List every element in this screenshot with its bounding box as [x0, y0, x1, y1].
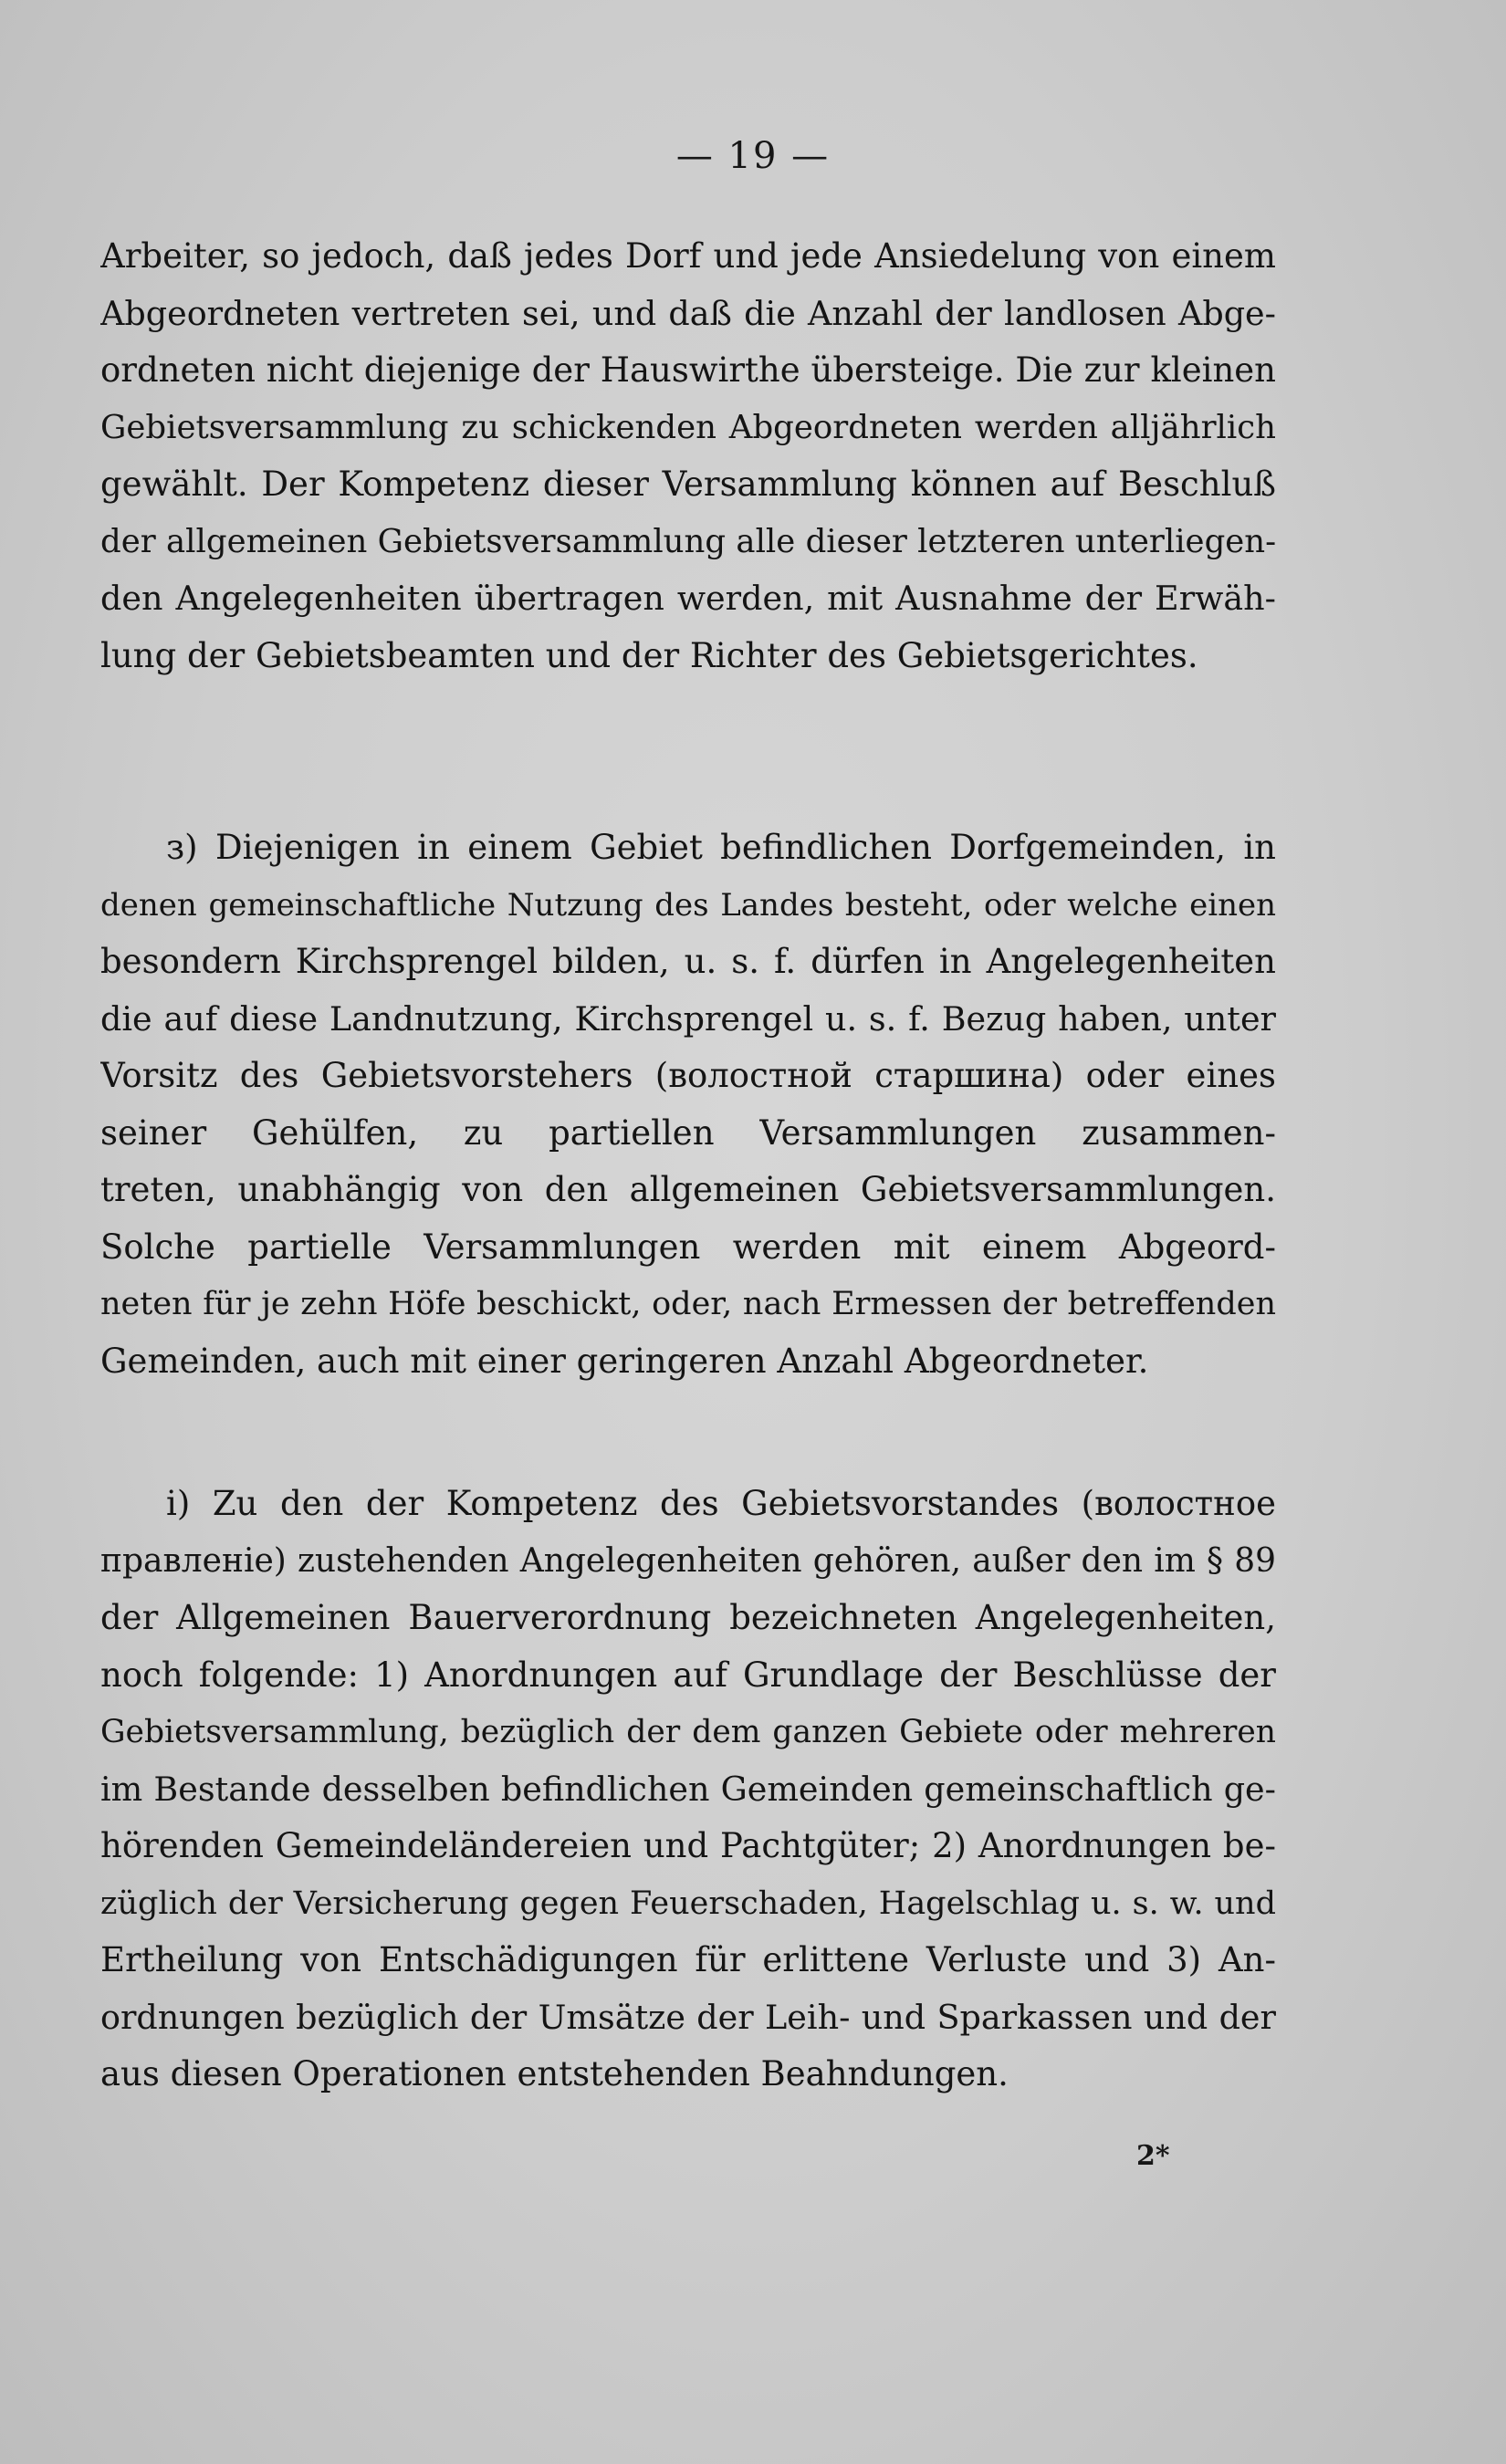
text-line: ordneten nicht diejenige der Hauswirthe übersteige. Die zur kleinen: [100, 350, 1276, 390]
text-line: ordnungen bezüglich der Umsätze der Leih- und Sparkassen und der: [100, 1997, 1276, 2037]
text-line: denen gemeinschaftliche Nutzung des Landes besteht, oder welche einen: [100, 886, 1276, 924]
text-line: Arbeiter, so jedoch, daß jedes Dorf und jede Ansiedelung von einem: [100, 236, 1276, 276]
text-line: i) Zu den der Kompetenz des Gebietsvorstandes (волостное: [166, 1484, 1276, 1523]
text-line: lung der Gebietsbeamten und der Richter des Gebietsgerichtes.: [100, 635, 1198, 675]
text-line: der allgemeinen Gebietsversammlung alle dieser letzteren unterliegen-: [100, 522, 1276, 560]
text-line: der Allgemeinen Bauerverordnung bezeichneten Angelegenheiten,: [100, 1598, 1276, 1637]
text-line: gewählt. Der Kompetenz dieser Versammlung können auf Beschluß: [100, 465, 1276, 504]
paragraph-1: [100, 228, 1276, 684]
paragraph-3: [100, 1476, 1276, 2104]
text-line: seiner Gehülfen, zu partiellen Versammlungen zusammen-: [100, 1112, 1276, 1153]
text-line: den Angelegenheiten übertragen werden, mit Ausnahme der Erwäh-: [100, 579, 1276, 618]
text-line: Solche partielle Versammlungen werden mit einem Abgeord-: [100, 1227, 1276, 1267]
text-line: aus diesen Operationen entstehenden Beahndungen.: [100, 2054, 1009, 2093]
text-line: з) Diejenigen in einem Gebiet befindlichen Dorfgemeinden, in: [166, 828, 1276, 867]
text-line: Gebietsversammlung, bezüglich der dem ganzen Gebiete oder mehreren: [100, 1714, 1276, 1750]
text-line: neten für je zehn Höfe beschickt, oder, nach Ermessen der betreffenden: [100, 1286, 1276, 1322]
signature-mark: 2*: [1136, 2140, 1170, 2172]
text-line: hörenden Gemeindeländereien und Pachtgüter; 2) Anordnungen be-: [100, 1826, 1276, 1865]
text-line: правленіе) zustehenden Angelegenheiten gehören, außer den im § 89: [100, 1541, 1276, 1580]
text-line: züglich der Versicherung gegen Feuerschaden, Hagelschlag u. s. w. und: [100, 1885, 1276, 1922]
text-line: Gebietsversammlung zu schickenden Abgeordneten werden alljährlich: [100, 408, 1276, 446]
text-line: treten, unabhängig von den allgemeinen Gebietsversammlungen.: [100, 1170, 1276, 1209]
text-line: Abgeordneten vertreten sei, und daß die Anzahl der landlosen Abge-: [100, 293, 1276, 333]
text-line: Gemeinden, auch mit einer geringeren Anzahl Abgeordneter.: [100, 1341, 1149, 1381]
page-number: — 19 —: [675, 135, 831, 177]
text-line: noch folgende: 1) Anordnungen auf Grundlage der Beschlüsse der: [100, 1655, 1276, 1695]
text-line: besondern Kirchsprengel bilden, u. s. f. dürfen in Angelegenheiten: [100, 942, 1276, 981]
text-line: die auf diese Landnutzung, Kirchsprengel u. s. f. Bezug haben, unter: [100, 998, 1276, 1039]
text-line: Vorsitz des Gebietsvorstehers (волостной старшина) oder eines: [100, 1056, 1276, 1095]
text-line: Ertheilung von Entschädigungen für erlittene Verluste und 3) An-: [100, 1940, 1276, 1979]
paragraph-2: [100, 820, 1276, 1390]
text-line: im Bestande desselben befindlichen Gemeinden gemeinschaftlich ge-: [100, 1769, 1276, 1809]
